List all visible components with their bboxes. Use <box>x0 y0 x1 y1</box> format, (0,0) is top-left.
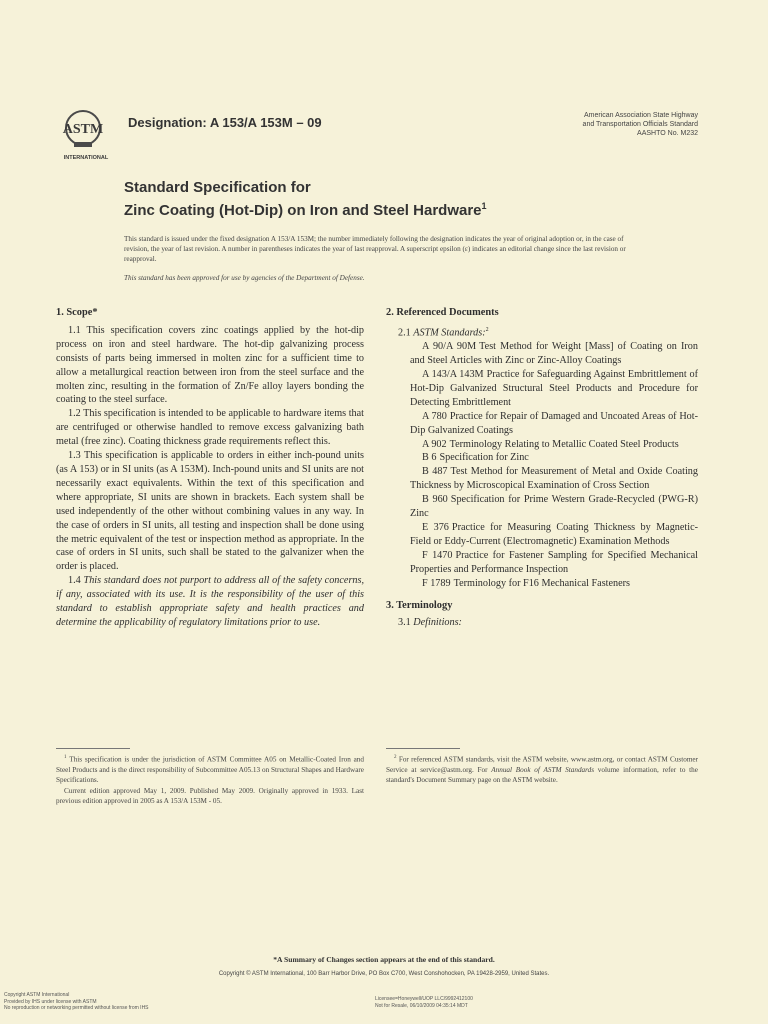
license-notice-right <box>375 996 473 1009</box>
footnote-1 <box>56 753 364 806</box>
reference-title: Specification for Prime Western Grade-Recycled (PWG-R) Zinc <box>410 494 698 520</box>
footnote-marker: 2 <box>485 326 489 333</box>
reference-title: Test Method for Weight [Mass] of Coating on Iron and Steel Articles with Zinc or Zinc-Alloy Coatings <box>410 341 698 367</box>
reference-title: Terminology for F16 Mechanical Fasteners <box>453 577 630 589</box>
footnote-rule <box>56 748 130 749</box>
subsection-label: Definitions: <box>413 617 462 629</box>
reference-title: Practice for Safeguarding Against Embrittlement of Hot-Dip Galvanized Structural Steel Products and Procedure for Detecting Embrittlement <box>410 369 698 408</box>
reference-code: B 6 <box>422 452 437 464</box>
section-heading-terminology: 3. Terminology <box>386 599 453 611</box>
license-line: No reproduction or networking permitted without license from IHS <box>4 1005 149 1011</box>
reference-item <box>386 521 698 549</box>
logo-text: ASTM <box>62 122 104 137</box>
footnote-2 <box>386 753 698 786</box>
footnote-italic-text: Annual Book of ASTM Standards <box>491 765 595 774</box>
reference-code: B 960 <box>422 494 448 506</box>
aashto-line: AASHTO No. M232 <box>637 130 698 137</box>
reference-item <box>386 410 698 438</box>
reference-item <box>386 438 698 452</box>
reference-item <box>386 549 698 577</box>
astm-logo <box>56 106 118 164</box>
license-line: Copyright ASTM International <box>4 992 70 998</box>
reference-code: A 902 <box>422 438 447 450</box>
reference-title: Practice for Fastener Sampling for Specified Mechanical Properties and Performance Inspection <box>410 549 698 575</box>
reference-item <box>386 493 698 521</box>
subsection-number: 2.1 <box>398 327 411 339</box>
summary-of-changes-note: *A Summary of Changes section appears at the end of this standard. <box>273 955 495 964</box>
title-line2: Zinc Coating (Hot-Dip) on Iron and Steel Hardware <box>124 202 482 219</box>
paragraph-1-1: 1.1 This specification covers zinc coatings applied by the hot-dip process on iron and steel hardware. The hot-dip galvanizing process consists of parts being immersed in molten zinc for a sufficient time to allow a metallurgical reaction between iron from the steel surface and the molten zinc, resulting in the formation of Zn/Fe alloy layers bonding the coating to the steel surface. <box>56 324 364 406</box>
footnote-text: For referenced ASTM standards, visit the ASTM website, www.astm.org, or contact ASTM Customer Service at service@astm.org. For <box>386 755 698 774</box>
reference-item <box>386 465 698 493</box>
footnote-text: This specification is under the jurisdiction of ASTM Committee A05 on Metallic-Coated Iron and Steel Products and is the direct responsibility of Subcommittee A05.13 on Structural Shapes and Hardware Specifications. <box>56 755 364 785</box>
left-column <box>56 306 364 630</box>
paragraph-1-2: 1.2 This specification is intended to be applicable to hardware items that are centrifuged or otherwise handled to remove excess galvanizing bath metal (free zinc). Coating thickness grade requirements reflect this. <box>56 408 364 448</box>
reference-code: F 1789 <box>422 577 451 589</box>
reference-code: A 90/A 90M <box>422 341 477 353</box>
subsection-astm-standards <box>398 324 698 340</box>
paragraph-number: 1.4 <box>68 575 81 587</box>
aashto-line: and Transportation Officials Standard <box>582 121 698 128</box>
reference-item <box>386 340 698 368</box>
section-heading-scope: 1. Scope* <box>56 307 98 318</box>
footnote-marker: 1 <box>64 755 67 760</box>
reference-item <box>386 577 698 591</box>
reference-item <box>386 368 698 410</box>
license-line: Not for Resale, 06/10/2009 04:35:14 MDT <box>375 1002 468 1009</box>
reference-title: Test Method for Measurement of Metal and Oxide Coating Thickness by Microscopical Examination of Cross Section <box>410 466 698 492</box>
issuance-note <box>124 234 630 264</box>
aashto-note <box>478 111 698 138</box>
footnote-marker: 2 <box>394 755 397 760</box>
license-line: Licensee=Honeywell/UOP LLC/9992412100 <box>375 996 473 1002</box>
paragraph-1-3: 1.3 This specification is applicable to orders in either inch-pound units (as A 153) or in SI units (as A 153M). Inch-pound units and SI units are not necessarily exact equivalents. Within the text of this specification and where appropriate, SI units are shown in brackets. Each system shall be used independently of the other without combining values in any way. In the case of orders in SI units, all testing and inspection shall be done using the metric equivalent of the test or inspection method as appropriate. In the case of orders in SI units, such shall be stated to the galvanizer when the order is placed. <box>56 450 364 573</box>
reference-title: Practice for Measuring Coating Thickness by Magnetic-Field or Eddy-Current (Electromagnetic) Examination Methods <box>410 521 698 547</box>
copyright-line: Copyright © ASTM International, 100 Barr Harbor Drive, PO Box C700, West Conshohocken, PA 19428-2959, United States. <box>218 971 550 977</box>
title-line1: Standard Specification for <box>124 179 311 196</box>
logo-subtext: INTERNATIONAL <box>63 155 109 161</box>
license-line: Provided by IHS under license with ASTM <box>4 998 97 1005</box>
issuance-text: This standard is issued under the fixed designation A 153/A 153M; the number immediately following the designation indicates the year of original adoption or, in the case of revision, the year of last revision. A number in parentheses indicates the year of last reapproval. A superscript epsilon (ε) indicates an editorial change since the last revision or reapproval. <box>124 235 626 263</box>
reference-title: Specification for Zinc <box>439 452 529 464</box>
aashto-line: American Association State Highway <box>584 112 698 119</box>
reference-code: A 143/A 143M <box>422 369 484 381</box>
subsection-number: 3.1 <box>398 617 411 629</box>
subsection-definitions <box>398 616 698 630</box>
reference-list <box>386 340 698 590</box>
safety-statement: This standard does not purport to address all of the safety concerns, if any, associated with its use. It is the responsibility of the user of this standard to establish appropriate safety and health practices and determine the applicability of regulatory limitations prior to use. <box>56 575 365 628</box>
right-column <box>386 306 698 630</box>
footnote-text: Current edition approved May 1, 2009. Published May 2009. Originally approved in 1933. Last previous edition approved in 2005 as A 153/A 153M - 05. <box>56 786 364 806</box>
defense-note: This standard has been approved for use by agencies of the Department of Defense. <box>124 274 365 282</box>
reference-code: A 780 <box>422 410 447 422</box>
reference-code: E 376 <box>422 521 449 533</box>
footnote-text: volume information, refer to the standard's Document Summary page on the ASTM website. <box>386 765 698 785</box>
license-notice-left <box>4 992 149 1012</box>
paragraph-1-4 <box>56 574 364 630</box>
reference-code: F 1470 <box>422 549 453 561</box>
section-heading-referenced-documents: 2. Referenced Documents <box>386 307 499 318</box>
reference-title: Practice for Repair of Damaged and Uncoated Areas of Hot-Dip Galvanized Coatings <box>410 410 698 436</box>
title-footnote-marker: 1 <box>481 201 487 211</box>
subsection-label: ASTM Standards: <box>413 327 486 339</box>
designation: Designation: A 153/A 153M – 09 <box>128 115 322 130</box>
reference-item <box>386 451 698 465</box>
footnote-rule <box>386 748 460 749</box>
document-title <box>124 178 487 220</box>
reference-title: Terminology Relating to Metallic Coated Steel Products <box>449 438 679 450</box>
reference-code: B 487 <box>422 466 448 478</box>
